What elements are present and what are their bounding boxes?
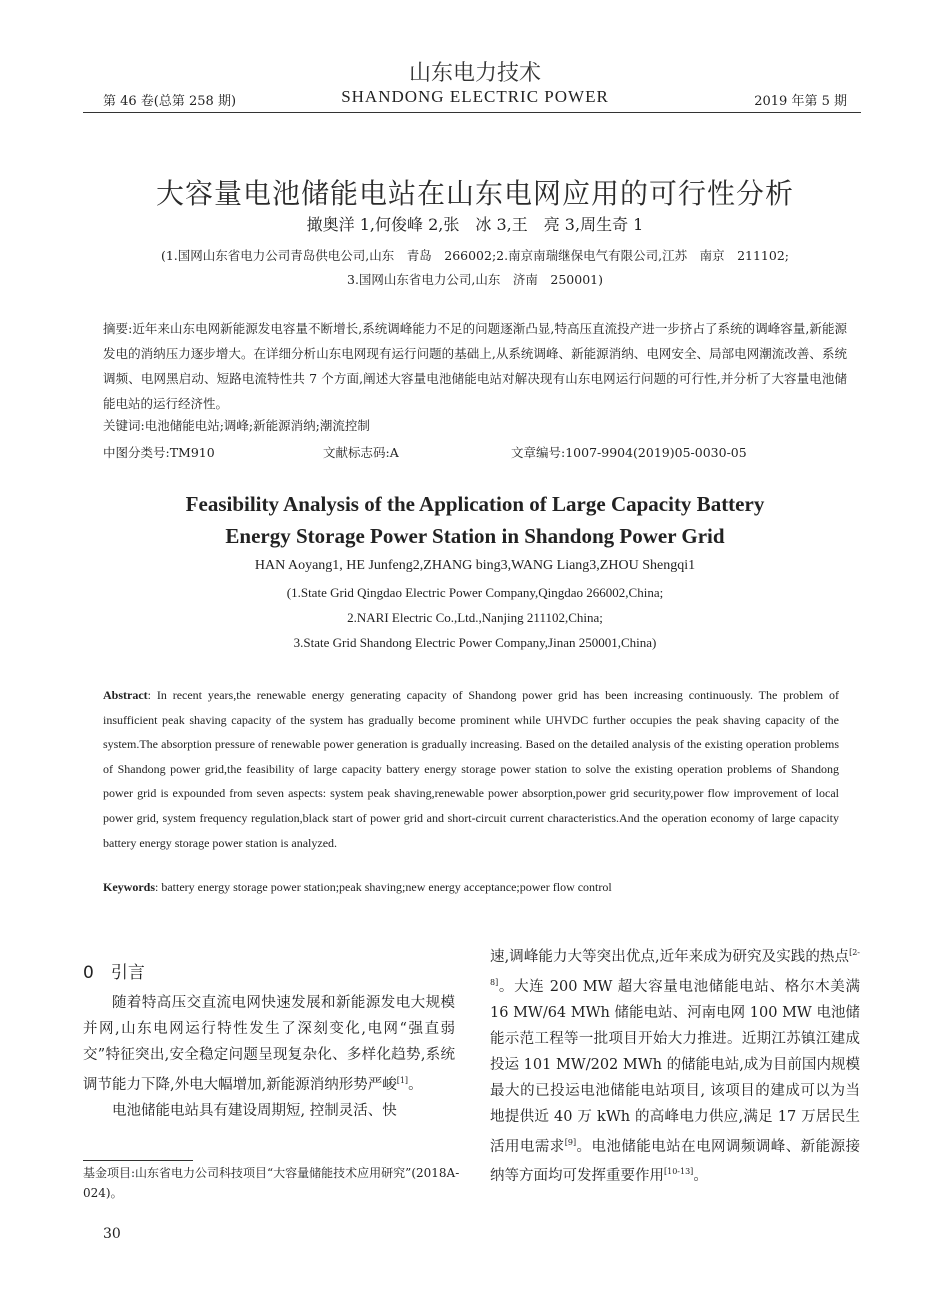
abstract-en-text: : In recent years,the renewable energy generating capacity of Shandong power grid has been increasing continuously. The problem of insufficient peak shaving capacity of the system has gradually become prominent while UHVDC further occupies the peak shaving capacity of the system.The absorption pressure of renewable power generation is gradually increasing. Based on the detailed analysis of the existing operation problems of Shandong power grid,the feasibility of large capacity battery energy storage power station to solve the existing operation problems of Shandong power grid is expounded from seven aspects: system peak shaving,renewable power absorption,power grid security,power flow improvement of local power grid, system frequency regulation,black start of power grid and short-circuit current characteristics.And the operation economy of large capacity battery energy storage power station is analyzed. [103, 688, 839, 850]
volume-info: 第 46 卷(总第 258 期) [103, 94, 237, 109]
authors-en: HAN Aoyang1, HE Junfeng2,ZHANG bing3,WANG Liang3,ZHOU Shengqi1 [254, 558, 696, 573]
journal-title-cn: 山东电力技术 [408, 61, 541, 86]
keywords-en-text: : battery energy storage power station;peak shaving;new energy acceptance;power flow control [155, 880, 612, 894]
authors-cn: 撖奥洋 1,何俊峰 2,张 冰 3,王 亮 3,周生奇 1 [306, 215, 644, 234]
footnote: 基金项目:山东省电力公司科技项目“大容量储能技术应用研究”(2018A-024)。 [83, 1166, 460, 1200]
affiliation-cn-line: (1.国网山东省电力公司青岛供电公司,山东 青岛 266002;2.南京南瑞继保电气有限公司,江苏 南京 211102; [160, 248, 790, 263]
footnote-divider [83, 1160, 193, 1161]
citation: [2-8] [490, 948, 860, 987]
issue-info: 2019 年第 5 期 [754, 94, 847, 109]
paragraph-text: 。大连 200 MW 超大容量电池储能电站、格尔木美满 16 MW/64 MWh 储能电站、河南电网 100 MW 电池储能示范工程等一批项目开始大力推进。近期江苏镇江建成投运 101 MW/202 MWh 的储能电站,成为目前国内规模最大的已投运电池储能电站项目, 该项目的建成可以为当地提供近 40 万 kWh 的高峰电力供应,满足 17 万居民生活用电需求 [490, 978, 860, 1155]
paper-title-en-line: Energy Storage Power Station in Shandong Power Grid [225, 524, 725, 548]
affiliation-en-line: (1.State Grid Qingdao Electric Power Company,Qingdao 266002,China; [286, 585, 664, 600]
section-heading: 0 引言 [83, 963, 145, 983]
affiliation-en-line: 2.NARI Electric Co.,Ltd.,Nanjing 211102,China; [347, 610, 603, 625]
citation: [9] [564, 1137, 577, 1147]
journal-title-en: SHANDONG ELECTRIC POWER [341, 87, 609, 106]
paper-title-cn: 大容量电池储能电站在山东电网应用的可行性分析 [155, 177, 794, 210]
keywords-cn: 关键词:电池储能电站;调峰;新能源消纳;潮流控制 [103, 418, 370, 433]
paragraph-text: 。电池储能电站在电网调频调峰、新能源接纳等方面均可发挥重要作用 [490, 1138, 861, 1185]
right-column [490, 940, 860, 1189]
page-number: 30 [103, 1226, 121, 1242]
affiliation-cn-line: 3.国网山东省电力公司,山东 济南 250001) [347, 272, 603, 287]
keywords-label: Keywords [103, 880, 155, 894]
punctuation: 。 [408, 1076, 423, 1093]
paragraph-text: 随着特高压交直流电网快速发展和新能源发电大规模并网,山东电网运行特性发生了深刻变化,电网“强直弱交”特征突出,安全稳定问题呈现复杂化、多样化趋势,系统调节能力下降,外电大幅增加,新能源消纳形势严峻 [83, 995, 455, 1093]
citation: [1] [396, 1076, 409, 1085]
left-column [83, 990, 455, 1124]
clc-number: 中图分类号:TM910 [103, 445, 215, 460]
affiliation-en-line: 3.State Grid Shandong Electric Power Company,Jinan 250001,China) [293, 635, 657, 650]
abstract-label: Abstract [103, 688, 148, 702]
document-code: 文献标志码:A [323, 445, 399, 460]
abstract-cn: 摘要:近年来山东电网新能源发电容量不断增长,系统调峰能力不足的问题逐渐凸显,特高压直流投产进一步挤占了系统的调峰容量,新能源发电的消纳压力逐步增大。在详细分析山东电网现有运行问题的基础上,从系统调峰、新能源消纳、电网安全、局部电网潮流改善、系统调频、电网黑启动、短路电流特性共 7 个方面,阐述大容量电池储能电站对解决现有山东电网运行问题的可行性,并分析了大容量电池储能电站的运行经济性。 [103, 321, 847, 411]
keywords-en [103, 880, 612, 895]
paragraph [490, 940, 860, 1189]
paragraph-text: 。 [693, 1168, 708, 1185]
paragraph-text: 速,调峰能力大等突出优点,近年来成为研究及实践的热点 [490, 948, 850, 965]
abstract-en [103, 683, 839, 855]
article-number: 文章编号:1007-9904(2019)05-0030-05 [511, 445, 747, 460]
header-divider [83, 112, 861, 113]
paper-title-en-line: Feasibility Analysis of the Application of Large Capacity Battery [185, 492, 765, 516]
citation: [10-13] [664, 1167, 694, 1177]
paragraph: 电池储能电站具有建设周期短, 控制灵活、快 [112, 1102, 397, 1119]
paragraph [83, 990, 455, 1098]
